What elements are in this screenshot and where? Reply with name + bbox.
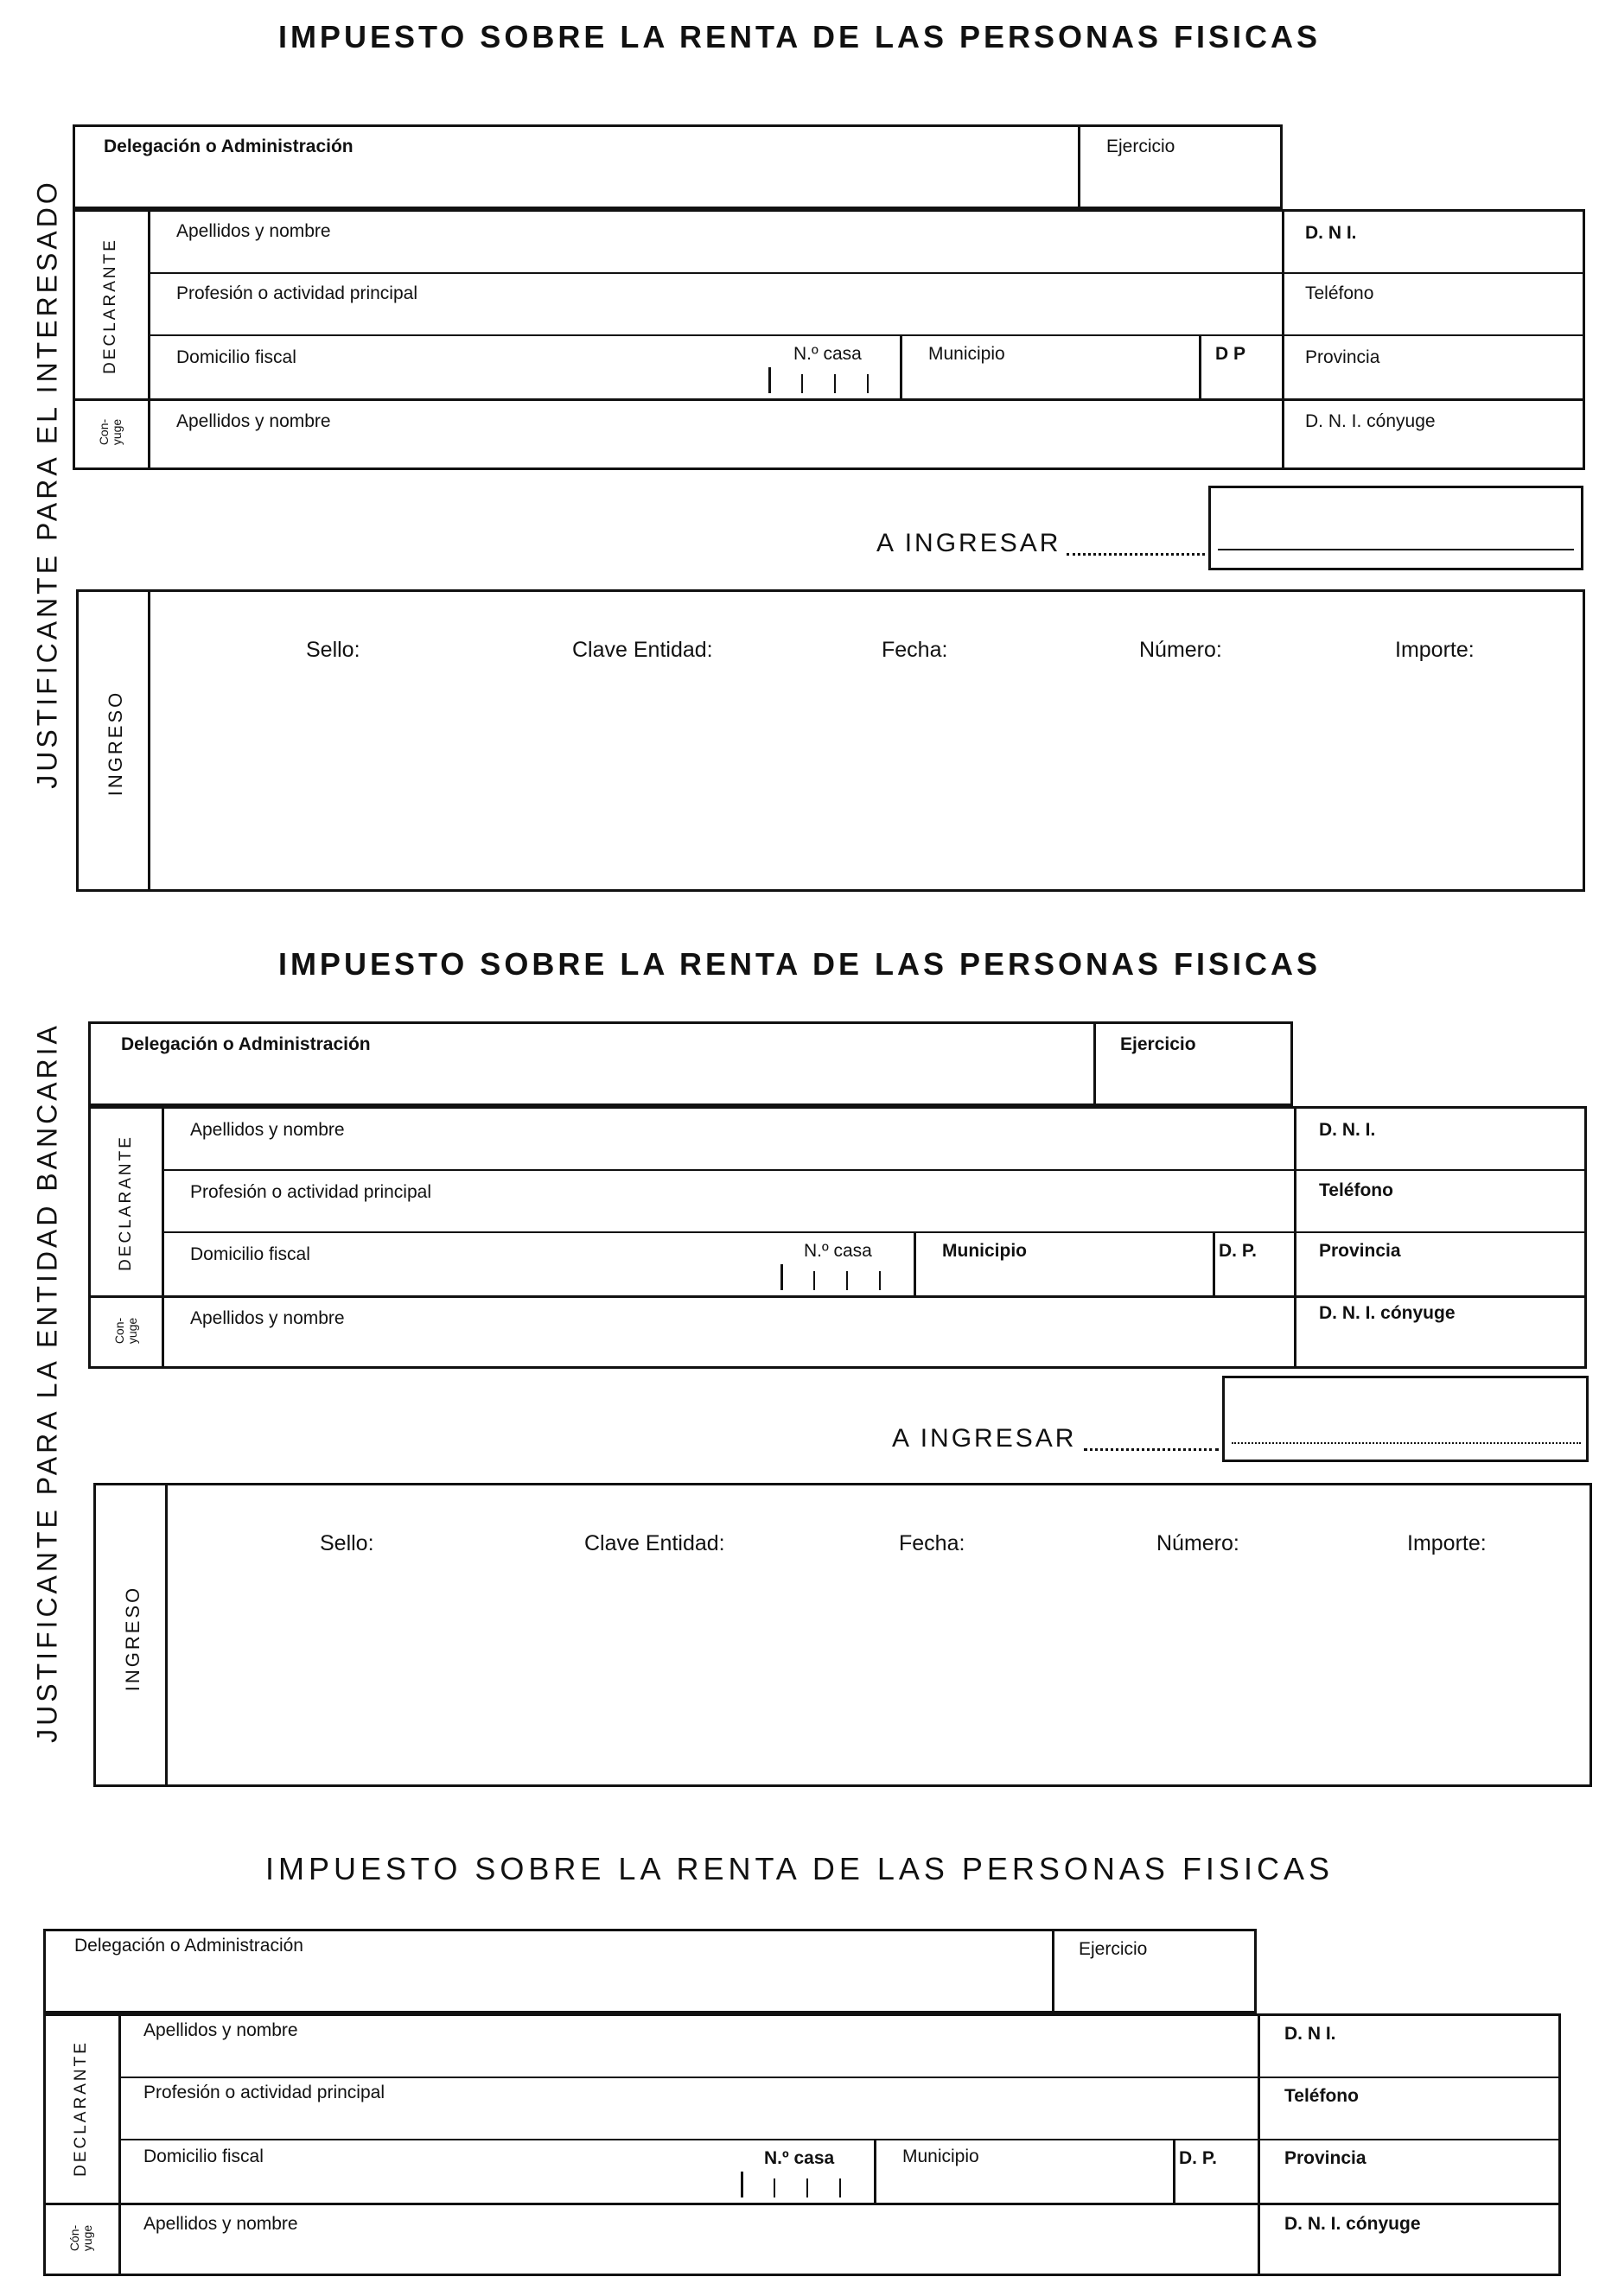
ingreso-label: INGRESO [105, 690, 126, 797]
a-ingresar-amount-box[interactable] [1208, 486, 1583, 570]
apellidos-field[interactable]: Apellidos y nombre [143, 2020, 298, 2040]
conyuge-label: Cón- yuge [67, 2224, 94, 2252]
sello-field[interactable]: Sello: [306, 638, 360, 662]
dni-conyuge-field[interactable]: D. N. I. cónyuge [1284, 2214, 1421, 2234]
domicilio-field[interactable]: Domicilio fiscal [176, 347, 296, 367]
telefono-field[interactable]: Teléfono [1319, 1180, 1393, 1200]
telefono-field[interactable]: Teléfono [1305, 283, 1374, 303]
fecha-field[interactable]: Fecha: [882, 638, 948, 662]
municipio-field[interactable]: Municipio [942, 1241, 1027, 1261]
declarante-label: DECLARANTE [101, 238, 119, 374]
clave-entidad-field[interactable]: Clave Entidad: [572, 638, 713, 662]
dp-field[interactable]: D. P. [1219, 1241, 1257, 1261]
a-ingresar-amount-box[interactable] [1222, 1376, 1589, 1462]
conyuge-label: Con- yuge [112, 1317, 139, 1345]
side-label: JUSTIFICANTE PARA LA ENTIDAD BANCARIA [31, 1022, 63, 1743]
section-title: IMPUESTO SOBRE LA RENTA DE LAS PERSONAS FISICAS [265, 1851, 1334, 1886]
apellidos-field[interactable]: Apellidos y nombre [190, 1120, 345, 1140]
section-title: IMPUESTO SOBRE LA RENTA DE LAS PERSONAS FISICAS [277, 946, 1322, 982]
ejercicio-field[interactable]: Ejercicio [1120, 1034, 1196, 1054]
delegacion-field[interactable]: Delegación o Administración [121, 1034, 371, 1054]
delegacion-field[interactable]: Delegación o Administración [74, 1936, 303, 1956]
dni-conyuge-field[interactable]: D. N. I. cónyuge [1305, 411, 1436, 431]
importe-field[interactable]: Importe: [1407, 1531, 1487, 1555]
a-ingresar-label: A INGRESAR [892, 1424, 1077, 1453]
profesion-field[interactable]: Profesión o actividad principal [176, 283, 417, 303]
ejercicio-field[interactable]: Ejercicio [1106, 137, 1175, 156]
n-casa-label: N.º casa [764, 2148, 835, 2168]
municipio-field[interactable]: Municipio [928, 344, 1005, 364]
n-casa-label: N.º casa [804, 1241, 872, 1261]
provincia-field[interactable]: Provincia [1284, 2148, 1366, 2168]
clave-entidad-field[interactable]: Clave Entidad: [584, 1531, 725, 1555]
dni-conyuge-field[interactable]: D. N. I. cónyuge [1319, 1303, 1456, 1323]
fecha-field[interactable]: Fecha: [899, 1531, 965, 1555]
importe-field[interactable]: Importe: [1395, 638, 1475, 662]
provincia-field[interactable]: Provincia [1305, 347, 1380, 367]
domicilio-field[interactable]: Domicilio fiscal [143, 2147, 264, 2166]
declarante-label: DECLARANTE [72, 2040, 90, 2177]
municipio-field[interactable]: Municipio [902, 2147, 979, 2166]
dni-field[interactable]: D. N. I. [1319, 1120, 1376, 1140]
conyuge-apellidos-field[interactable]: Apellidos y nombre [190, 1308, 345, 1328]
ingreso-label: INGRESO [122, 1585, 143, 1692]
conyuge-apellidos-field[interactable]: Apellidos y nombre [176, 411, 331, 431]
profesion-field[interactable]: Profesión o actividad principal [190, 1182, 431, 1202]
numero-field[interactable]: Número: [1156, 1531, 1239, 1555]
sello-field[interactable]: Sello: [320, 1531, 374, 1555]
declarante-box [88, 1106, 1587, 1369]
section-title: IMPUESTO SOBRE LA RENTA DE LAS PERSONAS FISICAS [277, 19, 1322, 54]
dp-field[interactable]: D. P. [1179, 2148, 1217, 2168]
dni-field[interactable]: D. N I. [1284, 2024, 1336, 2044]
telefono-field[interactable]: Teléfono [1284, 2086, 1359, 2106]
ingreso-box [93, 1483, 1592, 1787]
apellidos-field[interactable]: Apellidos y nombre [176, 221, 331, 241]
provincia-field[interactable]: Provincia [1319, 1241, 1401, 1261]
ingreso-box [76, 589, 1585, 892]
side-label: JUSTIFICANTE PARA EL INTERESADO [31, 179, 63, 789]
profesion-field[interactable]: Profesión o actividad principal [143, 2083, 385, 2102]
declarante-label: DECLARANTE [117, 1135, 135, 1271]
a-ingresar-label: A INGRESAR [876, 529, 1061, 557]
domicilio-field[interactable]: Domicilio fiscal [190, 1244, 310, 1264]
n-casa-label: N.º casa [793, 344, 862, 364]
conyuge-apellidos-field[interactable]: Apellidos y nombre [143, 2214, 298, 2234]
dni-field[interactable]: D. N I. [1305, 223, 1357, 243]
conyuge-label: Con- yuge [97, 418, 124, 446]
delegacion-field[interactable]: Delegación o Administración [104, 137, 354, 156]
numero-field[interactable]: Número: [1139, 638, 1222, 662]
declarante-box [43, 2013, 1561, 2276]
dp-field[interactable]: D P [1215, 344, 1246, 364]
ejercicio-field[interactable]: Ejercicio [1079, 1939, 1148, 1959]
